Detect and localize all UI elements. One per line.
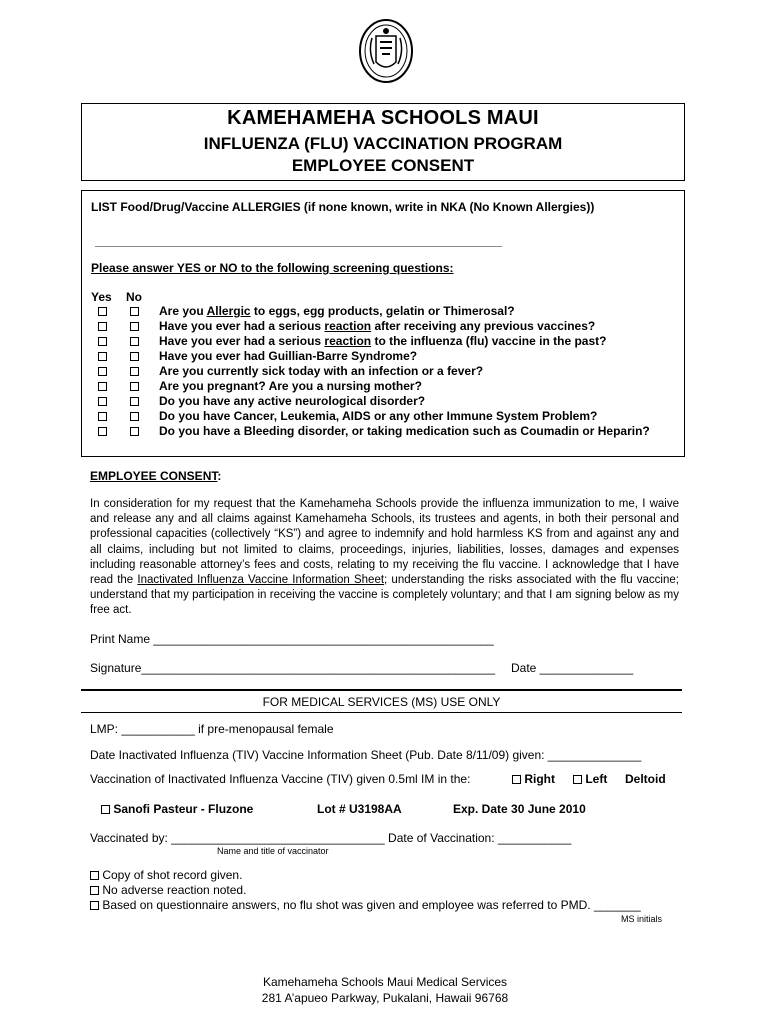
question-text: Have you ever had a serious reaction after receiving any previous vaccines?	[159, 319, 596, 333]
signature-field[interactable]: Signature_____________________________________________________	[90, 661, 496, 675]
expiration-date: Exp. Date 30 June 2010	[453, 802, 586, 816]
no-checkbox[interactable]	[130, 322, 139, 331]
lmp-field[interactable]: LMP: ___________ if pre-menopausal female	[90, 722, 334, 736]
ms-initials-caption: MS initials	[621, 914, 663, 924]
footer-street-address: 281 A’apueo Parkway, Pukalani, Hawaii 96768	[261, 991, 509, 1005]
no-column-header: No	[126, 290, 142, 304]
no-adverse-reaction-option[interactable]: No adverse reaction noted.	[90, 883, 246, 897]
screening-questions	[82, 304, 682, 454]
yes-column-header: Yes	[91, 290, 112, 304]
school-seal-logo	[358, 18, 414, 84]
manufacturer-checkbox[interactable]	[101, 805, 110, 814]
question-text: Are you currently sick today with an infection or a fever?	[159, 364, 484, 378]
section-divider	[81, 712, 682, 713]
referred-to-pmd-checkbox[interactable]	[90, 901, 99, 910]
no-checkbox[interactable]	[130, 427, 139, 436]
right-checkbox[interactable]	[512, 775, 521, 784]
left-deltoid-option[interactable]: Left	[573, 772, 607, 786]
vaccination-site-label: Vaccination of Inactivated Influenza Vaccine (TIV) given 0.5ml IM in the:	[90, 772, 471, 786]
no-checkbox[interactable]	[130, 352, 139, 361]
no-checkbox[interactable]	[130, 367, 139, 376]
school-title: KAMEHAMEHA SCHOOLS MAUI	[227, 107, 539, 129]
yes-checkbox[interactable]	[98, 427, 107, 436]
question-text: Are you pregnant? Are you a nursing mother?	[159, 379, 422, 393]
question-text: Are you Allergic to eggs, egg products, gelatin or Thimerosal?	[159, 304, 515, 318]
screening-section	[81, 190, 685, 457]
referred-to-pmd-option[interactable]: Based on questionnaire answers, no flu shot was given and employee was referred to PMD. _______	[90, 898, 641, 912]
vaccinator-caption: Name and title of vaccinator	[217, 846, 329, 856]
no-checkbox[interactable]	[130, 412, 139, 421]
yes-checkbox[interactable]	[98, 337, 107, 346]
no-checkbox[interactable]	[130, 382, 139, 391]
form-title: EMPLOYEE CONSENT	[291, 156, 475, 175]
yes-checkbox[interactable]	[98, 397, 107, 406]
question-text: Do you have a Bleeding disorder, or taking medication such as Coumadin or Heparin?	[159, 424, 650, 438]
no-checkbox[interactable]	[130, 307, 139, 316]
print-name-field[interactable]: Print Name ___________________________________________________	[90, 632, 494, 646]
no-checkbox[interactable]	[130, 337, 139, 346]
consent-paragraph: In consideration for my request that the Kamehameha Schools provide the influenza immunization to me, I waive and release any and all claims against Kamehameha Schools, its trustees and agents, in both their personal and professional capacities (collectively “KS”) and agree to indemnify and hold harmless KS from and against any and all claims, including but not limited to claims, proceedings, injuries, liabilities, losses, damages and expenses including reasonable attorney’s fees and costs, relating to my receiving the flu vaccine. I acknowledge that I have read the Inactivated Influenza Vaccine Information Sheet; understanding the risks associated with the flu vaccine; understand that my participation in receiving the vaccine is completely voluntary; and that I am signing below as my free act.	[90, 498, 679, 617]
date-field[interactable]: Date ______________	[511, 661, 634, 675]
yes-checkbox[interactable]	[98, 352, 107, 361]
consent-heading: EMPLOYEE CONSENT:	[90, 469, 222, 483]
yes-checkbox[interactable]	[98, 382, 107, 391]
footer-address	[0, 974, 770, 1006]
shot-record-checkbox[interactable]	[90, 871, 99, 880]
question-text: Do you have any active neurological disorder?	[159, 394, 426, 408]
vis-date-field[interactable]: Date Inactivated Influenza (TIV) Vaccine Information Sheet (Pub. Date 8/11/09) given: ______________	[90, 748, 642, 762]
question-text: Do you have Cancer, Leukemia, AIDS or any other Immune System Problem?	[159, 409, 598, 423]
manufacturer-option[interactable]: Sanofi Pasteur - Fluzone	[101, 802, 253, 816]
vaccine-info-sheet-reference: Inactivated Influenza Vaccine Information Sheet	[137, 574, 385, 587]
footer-organization: Kamehameha Schools Maui Medical Services	[262, 975, 508, 989]
yes-checkbox[interactable]	[98, 367, 107, 376]
program-title: INFLUENZA (FLU) VACCINATION PROGRAM	[203, 134, 563, 153]
yes-checkbox[interactable]	[98, 322, 107, 331]
yes-checkbox[interactable]	[98, 307, 107, 316]
left-checkbox[interactable]	[573, 775, 582, 784]
shot-record-option[interactable]: Copy of shot record given.	[90, 868, 242, 882]
title-box	[81, 103, 685, 181]
no-checkbox[interactable]	[130, 397, 139, 406]
allergies-input-line[interactable]: _____________________________________________________________	[95, 234, 503, 248]
ms-section-heading: FOR MEDICAL SERVICES (MS) USE ONLY	[262, 695, 501, 709]
question-text: Have you ever had a serious reaction to the influenza (flu) vaccine in the past?	[159, 334, 607, 348]
question-text: Have you ever had Guillian-Barre Syndrome?	[159, 349, 418, 363]
section-divider	[81, 689, 682, 691]
deltoid-label: Deltoid	[625, 772, 666, 786]
allergies-label: LIST Food/Drug/Vaccine ALLERGIES (if none known, write in NKA (No Known Allergies))	[91, 200, 595, 214]
no-adverse-reaction-checkbox[interactable]	[90, 886, 99, 895]
screening-instruction: Please answer YES or NO to the following screening questions:	[91, 261, 454, 275]
right-deltoid-option[interactable]: Right	[512, 772, 555, 786]
lot-number: Lot # U3198AA	[317, 802, 402, 816]
vaccinated-by-field[interactable]: Vaccinated by: ________________________________ Date of Vaccination: ___________	[90, 831, 572, 845]
yes-checkbox[interactable]	[98, 412, 107, 421]
